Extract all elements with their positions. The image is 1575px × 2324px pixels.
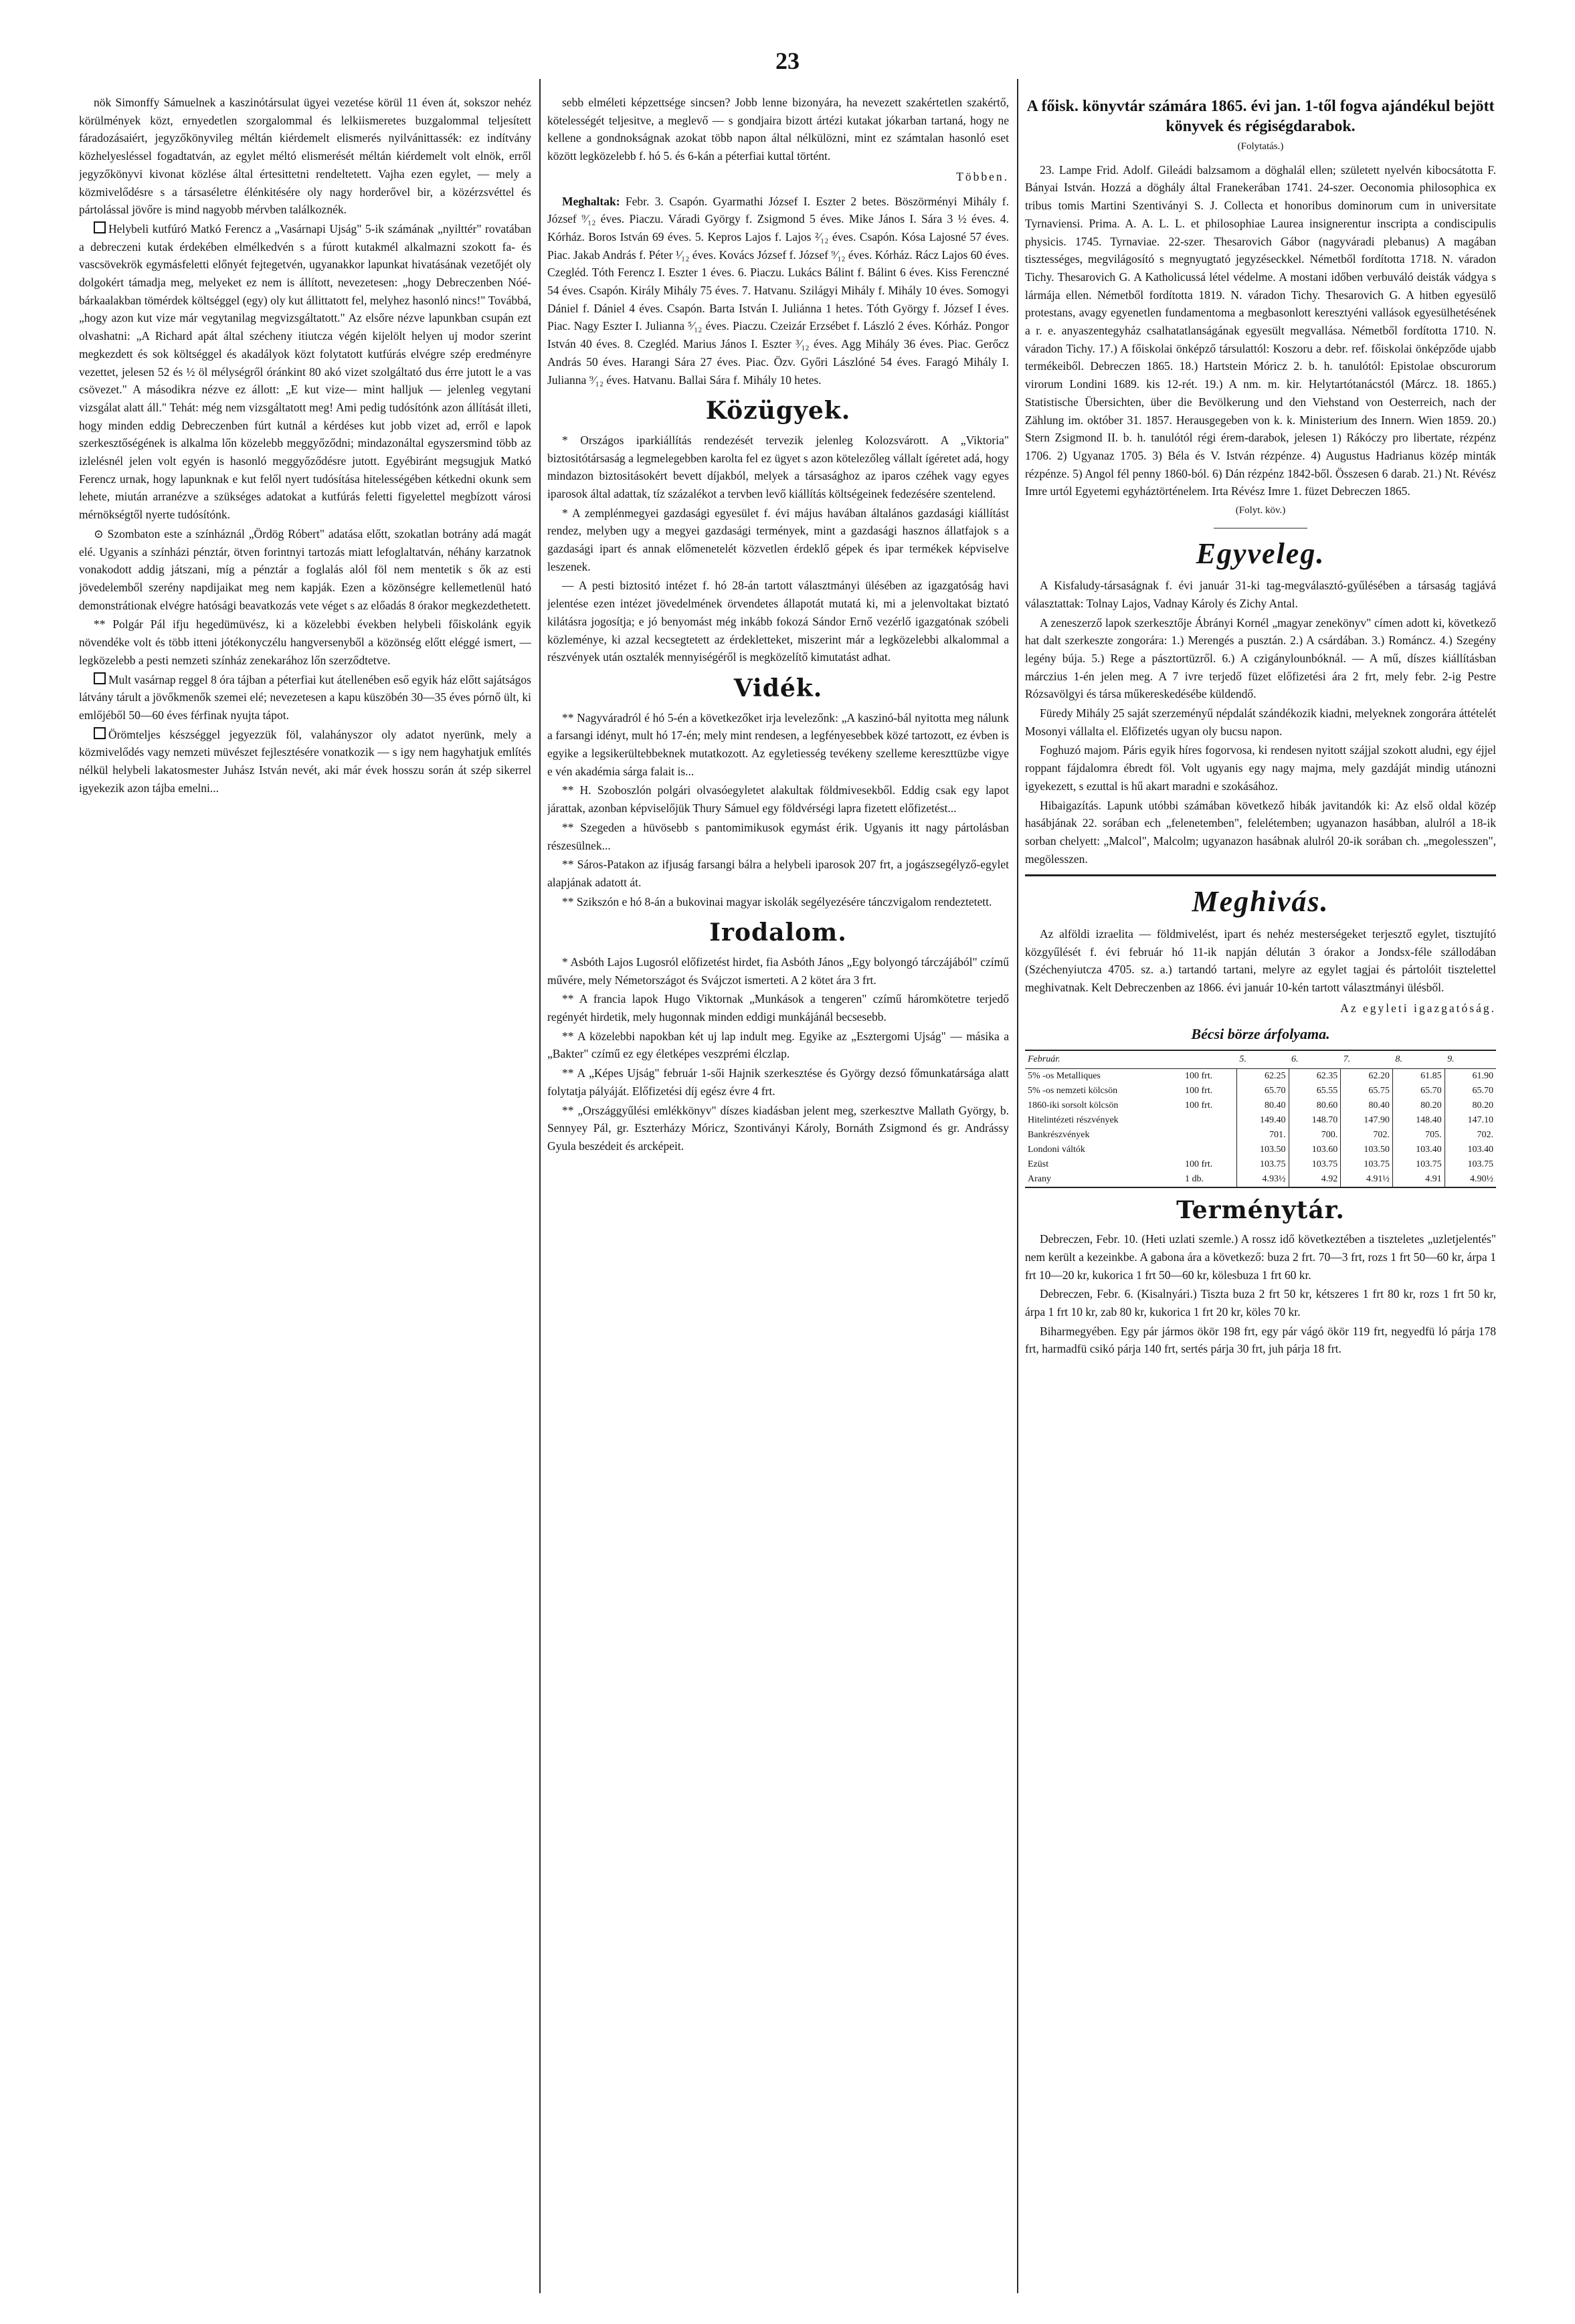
section-title-meghivas: Meghivás. [1192,885,1329,918]
column-right [1025,94,1496,2288]
section-title-termenytar: Terménytár. [1176,1195,1345,1224]
row-unit: 100 frt. [1185,1100,1213,1110]
article-paragraph: ** Nagyváradról é hó 5-én a következőket irja levelezőnk: „A kaszinó-bál nyitotta meg nálunk a farsangi idényt, mult hó 17-én; mely mint rendesen, a legfényesebbek közé tartozott, ez évben is egyike a legsikerültebbeknek mutatkozott. Az egyletiesség tevékeny szelleme kereszttüzbe vigye e vén akadémia sárga falait is... [547,710,1009,778]
article-paragraph: ** A francia lapok Hugo Viktornak „Munkások a tengeren" czímű háromkötetre terjedő regényét hirdetik, mely hugonnak minden eddigi munkájánál becsesebb. [547,992,1009,1024]
row-unit: 100 frt. [1185,1159,1213,1169]
price-cell: 4.91½ [1341,1172,1393,1187]
price-cell: 103.75 [1341,1157,1393,1172]
table-row [1025,1084,1496,1098]
deaths-label: Meghaltak: [562,194,620,208]
article-paragraph: ** A közelebbi napokban két uj lap indult meg. Egyike az „Esztergomi Ujság" — másika a „Bakter" czímű ez egy életképes veszprémi élczlap. [547,1029,1009,1061]
row-unit [1182,1113,1236,1128]
price-cell: 80.40 [1236,1098,1289,1113]
price-cell: 103.50 [1236,1143,1289,1157]
table-row [1025,1143,1496,1157]
bourse-table [1025,1050,1496,1188]
page-number: 23 [775,47,800,74]
price-cell: 103.40 [1392,1143,1445,1157]
price-cell: 103.75 [1445,1157,1496,1172]
price-cell: 147.90 [1341,1113,1393,1128]
price-cell: 149.40 [1236,1113,1289,1128]
price-cell: 103.40 [1445,1143,1496,1157]
price-cell: 62.25 [1236,1068,1289,1084]
table-header: 9. [1445,1050,1496,1069]
row-unit: 100 frt. [1185,1070,1213,1081]
article-paragraph: A zeneszerző lapok szerkesztője Ábrányi Kornél „magyar zenekönyv" címen adott ki, következő hat dalt szerkeszte zongorára: 1.) Merengés a pusztán. 2.) A csárdában. 3.) Románcz. 4.) Szegény legény búja. 5.) Rege a pásztortüzről. 6.) A czigánylounbóknál. — A mű, díszes kiállításban márczius 1-én jelen meg. A 7 ivre terjedő füzet előfizetési ára 2 frt, mely febr. 2-ig Pestre Rózsavölgyi és társa műkereskedésébe küldendő. [1025,615,1496,701]
continued-note: (Folyt. köv.) [1235,505,1286,516]
article-paragraph: A Kisfaludy-társaságnak f. évi január 31-ki tag-megválasztó-gyűlésében a társaság tagjává választattak: Tolnay Lajos, Vadnay Károly és Zichy Antal. [1025,579,1496,610]
row-label: Arany [1025,1172,1182,1187]
article-paragraph: ⊙ Szombaton este a színháznál „Ördög Róbert" adatása előtt, szokatlan botrány adá magát elé. Ugyanis a színházi pénztár, ötven forintnyi tartozás miatt lefoglaltatván, néhány karzatnok vonakodott addig játszani, míg a pénztár a foglalás alól föl nem mentetik s ők az esti jövedelemből szerény napdijaikat meg nem kapják. Ezen a közönségre kellemetlenül ható demonstrátionak elvégre hatósági beavatkozás vete véget s az előadás 8 órakor megkezdethetett. [79,526,531,612]
article-paragraph: Helybeli kutfúró Matkó Ferencz a „Vasárnapi Ujság" 5-ik számának „nyilttér" rovatában a debreczeni kutak érdekében elmélkedvén s a fúrott kutakmél alkalmazni szokott fa- és vascsövekrök egymásfeletti előnyét fejtegetvén, ugyanakkor lapunkat hivatásának vezetőjét oly dolgokért támadja meg, melyeket ez nem is állított, nevezetesen: „hogy Debreczenben Nóé-bárkaalakban tömérdek költséggel (egy) oly kut állittatott fel, melyhez hasonló nincs!" Továbbá, „hogy azon kut vize már vegytanilag megvizsgáltatott." Az elsőre nézve lapunkban csupán ezt olvashatni: „A Richard apát által szécheny itiutcza végén kijelölt helyen uj modor szerint megkezdett és sok költséggel és akadályok közt folytatott kutfúrás elvégre szép eredményre vezettet, jelesen 52 és ½ öl mélységről óránkint 80 akó vizet szolgáltató dus érre jutott le a vas csövezet." A másodikra nézve ez állott: „E kut vize— mint halljuk — jelenleg vegytani vizsgálat alatt áll." Tehát: még nem vizsgáltatott meg! Ami pedig tudósítónk azon állítását illeti, hogy minden eddig Debreczenben fúrt kutnál a kérdéses kut jobb vizet ad, erről e lapok szerkesztőségének is alkalma lőn közelebb meggyőződni; mindazonáltal egyszersmind több az izlelésnél jelen volt egyén is hasonló meggyőződésre jutott. Egyébiránt megsugjuk Matkó Ferencz urnak, hogy lapunknak e kut felől nyert tudósítása hitelességében kétkedni okunk sem lehete, miután arranézve a szükséges adatokat a kutfúrás feletti figyelettel megbízott városi mérnökségtől nyerte tudósítónk. [79,221,531,522]
deaths-paragraph: Meghaltak: Febr. 3. Csapón. Gyarmathi József I. Eszter 2 betes. Böszörményi Mihály f. József ⁹⁄₁₂ éves. Piaczu. Váradi György f. Zsigmond 5 éves. Mike János I. Sára 3 ½ éves. 4. Kórház. Boros István 69 éves. 5. Kepros Lajos f. Lajos ²⁄₁₂ éves. Csapón. Kósa Lajosné 57 éves. Piac. Jakab András f. Péter ¹⁄₁₂ éves. Kovács József f. József ⁹⁄₁₂ éves. Kórház. Rácz Lajos 60 éves. Czegléd. Tóth Ferencz I. Eszter 1 éves. 6. Piaczu. Lukács Bálint f. Bálint 6 éves. Kiss Ferenczné 54 éves. Csapón. Király Mihály 75 éves. 7. Hatvanu. Szilágyi Mihály f. Mihály 10 éves. Somogyi Dániel f. Dániel 4 éves. Csapón. Barta István I. Juliánna 1 hetes. Tóth György f. József I éves. Piac. Nagy Eszter I. Julianna ⁵⁄₁₂ éves. Piaczu. Czeizár Erzsébet f. László 2 éves. Kórház. Pongor István 40 éves. 8. Czegléd. Marius János I. Eszter ³⁄₁₂ éves. Agg Mihály 36 éves. Piac. Gerőcz András 50 éves. Harangi Sára 27 éves. Piac. Özv. Győri Lászlóné 54 éves. Faragó Mihály I. Julianna ⁹⁄₁₂ éves. Hatvanu. Ballai Sára f. Mihály 10 hetes. [547,194,1009,387]
price-cell: 702. [1445,1128,1496,1143]
row-label: Bankrészvények [1028,1129,1090,1140]
table-row [1025,1128,1496,1143]
table-row [1025,1157,1496,1172]
article-paragraph: Füredy Mihály 25 saját szerzeményű népdalát szándékozik kiadni, melyeknek zongorára áttételét Mosonyi vállalta el. Előfizetés ugyan oly bucsu napon. [1025,706,1496,738]
row-label: Ezüst [1028,1159,1049,1169]
price-cell: 701. [1236,1128,1289,1143]
table-row [1025,1113,1496,1128]
article-paragraph: nök Simonffy Sámuelnek a kaszinótársulat ügyei vezetése körül 11 éven át, sokszor nehéz körülmények közt, ernyedetlen szorgalommal és lelkiismeretes buzgalommal teljesített fáradozásaiért, jegyzőkönyvileg méltán kiérdemelt elismerés nyilvánittassék: ez indítvány közhelyesléssel fogadtatván, az egylet méltó elismerését méltán kiérdemelt volt elnök, erről jegyzőkönyvi kivonat közlése által értesittetni rendeltetett. Vajha ezen egylet, — mely a közmivelődésre s a társaséletre élénkitésére oly nagy horderővel bir, a közérzsvéttel és pártolással jövőre is mind nagyobb mérvben találkoznék. [79,96,531,217]
row-unit: 100 frt. [1185,1085,1213,1096]
price-cell: 103.75 [1289,1157,1341,1172]
row-label: 5% -os nemzeti kölcsön [1028,1085,1118,1096]
library-title: A főisk. könyvtár számára 1865. évi jan. 1-től fogva ajándékul bejött könyvek és régiségdarabok. [1026,98,1495,135]
article-paragraph: ** „Országgyűlési emlékkönyv" díszes kiadásban jelent meg, szerkesztve Mallath György, b. Sennyey Pál, gr. Eszterházy Móricz, Szontiványi Károly, Bornáth Zsigmond és gr. Andrássy Gyula beszédeit és arcképeit. [547,1103,1009,1153]
price-cell: 4.91 [1392,1172,1445,1187]
price-cell: 103.60 [1289,1143,1341,1157]
article-paragraph: ** H. Szoboszlón polgári olvasóegyletet alakultak földmivesekből. Eddig csak egy lapot járattak, azonban képviselőjük Thury Sámuel egy földvérségi lapra fizetett előfizetést... [547,783,1009,815]
article-paragraph: ** Sáros-Patakon az ifjuság farsangi bálra a helybeli iparosok 207 frt, a jogászsegélyző-egylet alapjának adatott át. [547,858,1009,889]
section-title-irodalom: Irodalom. [709,918,847,947]
price-cell: 65.70 [1236,1084,1289,1098]
table-header: 8. [1392,1050,1445,1069]
article-paragraph: Biharmegyében. Egy pár jármos ökör 198 frt, egy pár vágó ökör 119 frt, negyedfü ló párja 178 frt, harmadfü csikó párja 140 frt, sertés párja 30 frt, juh párja 18 frt. [1025,1324,1496,1356]
column-left [79,94,531,2288]
price-cell: 61.85 [1392,1068,1445,1084]
row-label: Londoni váltók [1028,1144,1085,1155]
article-paragraph: Debreczen, Febr. 10. (Heti uzlati szemle.) A rossz idő következtében a tiszteletes „uzletjelentés" nem került a kezeinkbe. A gabona ára a következő: buza 2 frt. 70—3 frt, rozs 1 frt 50—60 kr, árpa 1 frt 10—20 kr, kukorica 1 frt 50—60 kr, kölesbuza 1 frt 60 kr. [1025,1232,1496,1282]
price-cell: 65.70 [1445,1084,1496,1098]
column-middle [547,94,1009,2288]
article-paragraph: Az alföldi izraelita — földmivelést, ipart és nehéz mesterségeket terjesztő egylet, tisztujító közgyűlését f. évi február hó 11-ik napján délután 3 órakor a Jondsx-féle szállodában (Széchenyiutcza 4705. sz. a.) tartandó tartani, melyre az egylet tagjai és pártolóit tisztelettel meghivatnak. Kelt Debreczenben az 1866. évi január 10-kén tartott választmányi ülésből. [1025,927,1496,994]
price-cell: 4.90½ [1445,1172,1496,1187]
article-paragraph: — A pesti biztositó intézet f. hó 28-án tartott választmányi ülésében az igazgatóság havi jelentése ezen intézet jövedelmének örvendetes állapotát mutatá ki, mi a jelenvoltakat biztató kilátásra jogosítja; e jó benyomást még inkább fokozá Sándor Ernő vezérlő igazgatónak szóbeli közleménye, ki azzal kecsegtetett az érdekletteket, miszerint már a legközelebbi alkalommal a részvények után osztalék mennyiségéről is megközelítő kimutatást adhat. [547,579,1009,664]
row-unit: 1 db. [1182,1172,1236,1187]
article-paragraph: Debreczen, Febr. 6. (Kisalnyári.) Tiszta buza 2 frt 50 kr, kétszeres 1 frt 80 kr, rozs 1 frt 50 kr, árpa 1 frt 10 kr, zab 80 kr, kukorica 1 frt 20 kr, köles 70 kr. [1025,1287,1496,1319]
price-cell: 103.75 [1392,1157,1445,1172]
table-header: 7. [1341,1050,1393,1069]
article-paragraph: Örömteljes készséggel jegyezzük föl, valahányszor oly adatot nyerünk, mely a közmivelődés vagy nemzeti müvészet fejlesztésére vonatkozik — s igy nem hagyhatjuk említés nélkül helybeli lakatosmester Juhász István nevét, aki már évek hosszu során át szép sikerrel igyekezik azon tájba emelni... [79,727,531,795]
price-cell: 65.75 [1341,1084,1393,1098]
price-cell: 103.75 [1236,1157,1289,1172]
section-title-egyveleg: Egyveleg. [1196,537,1325,570]
article-paragraph: ** Polgár Pál ifju hegedümüvész, ki a közelebbi években helybeli főiskolánk egyik növendéke volt és több itteni jótékonyczélu hangversenyből a közönség előtt eléggé ismert, — legközelebb a pesti nemzeti színház zenekarához lőn szerződtetve. [79,617,531,667]
price-cell: 80.20 [1392,1098,1445,1113]
row-label: Hitelintézeti részvények [1028,1115,1119,1125]
price-cell: 80.40 [1341,1098,1393,1113]
box-marker-icon [94,221,106,233]
signature: Az egyleti igazgatóság. [1340,1001,1496,1015]
section-title-videk: Vidék. [733,674,823,702]
article-paragraph: ** Szikszón e hó 8-án a bukovinai magyar iskolák segélyezésére tánczvigalom rendeztetett. [562,894,992,908]
price-cell: 61.90 [1445,1068,1496,1084]
price-cell: 65.70 [1392,1084,1445,1098]
circle-marker-icon: ⊙ [94,526,108,541]
price-cell: 705. [1392,1128,1445,1143]
row-label: 5% -os Metalliques [1028,1070,1101,1081]
library-subtitle: (Folytatás.) [1237,141,1284,152]
price-cell: 4.93½ [1236,1172,1289,1187]
price-cell: 700. [1289,1128,1341,1143]
price-cell: 148.40 [1392,1113,1445,1128]
section-title-kozugyek: Közügyek. [705,397,851,425]
price-cell: 62.20 [1341,1068,1393,1084]
article-paragraph: Foghuzó majom. Páris egyik híres fogorvosa, ki rendesen nyitott szájjal szokott aludni, egy éjjel roppant fájdalomra ébredt föl. Volt ugyanis egy nagy majma, mely gazdáját mindig utánozni igyekezett, s ezuttal is hű akart maradni e szokásához. [1025,743,1496,793]
article-paragraph: sebb elméleti képzettsége sincsen? Jobb lenne bizonyára, ha nevezett szakértetlen szakértő, kötelességét teljesitve, a meglevő — s gondjaira bizott ártézi kutakat jókarban tartaná, hogy ne kellene a gondnokságnak azokat több napon által nélkülözni, mint ez számtalan hasonló eset között legközelebb f. hó 5. és 6-kán a péterfiai kuttal történt. [547,96,1009,163]
box-marker-icon [94,672,106,684]
table-header: 6. [1289,1050,1341,1069]
column-rule-1 [539,79,541,2293]
table-header: 5. [1236,1050,1289,1069]
price-cell: 80.20 [1445,1098,1496,1113]
divider [1025,874,1496,876]
table-header: Február. [1025,1050,1236,1069]
price-cell: 65.55 [1289,1084,1341,1098]
article-paragraph: 23. Lampe Frid. Adolf. Gileádi balzsamom a döghalál ellen; született nyelvén kibocsátotta F. Bányai István. Hozzá a döghály által Franekerában 1741. 24-szer. Oeconomia philosophica ex tribus tomis Martini Szentiványi S. J. Collecta et honoribus dominorum cum in universitate Tyrnaviensi. Prima. A. A. L. L. et philosophiae Laurea insignerentur inscripta a condiscipulis physicis. 1745. Tyrnaviae. 22-szer. Thesarovich Gábor (nagyváradi plebanus) A magában tisztességes, megvilágosító s megnyugtató jegyzéseckkel. Németből fordította 1718. N. váradon Tichy. Thesarovich G. A Katholicussá létel védelme. A mostani időben verbuváló deisták vádgya s lármája ellen. Németből fordította 1819. N. váradon Tichy. Thesarovich G. A hitben egyesülő protestans, avagy egyenetlen fundamentoma a megbasonlott keresztyéni vallások egyesülhetésének a r. e. anyaszentegyház csalhatatlanságának egyesült megvallása. Németből fordította 1710. N. váradon Tichy. 17.) A főiskolai önképző társulattól: Koszoru a debr. ref. főiskolai önképződe ujabb termékeiből. Debreczen 1865. 18.) Hartstein Móricz 2. b. h. tanulótól: Epistolae obscurorum virorum Londini 1689. kis 12-rét. 19.) A nm. m. kir. Helytartótanácstól (Márcz. 18. 1865.) Statistische Übersichten, über die Bevölkerung und den Viehstand von Oesterreich, nach der Zählung im. október 31. 1857. Herausgegeben von k. k. Ministerium des Innern. Wien 1859. 20.) Stern Zsigmond II. b. h. tanulótól régi érem-darabok, jelesen 1) Rákóczy pro libertate, rézpénz 1706. 2) Ugyanaz 1705. 3) Béla és V. István rézpénze. 4) Augustus Hadrianus közép minták rézpénze. 5) Angol fél penny 1860-ból. 6) Dán rézpénz 1842-ből. Összesen 6 darab. 21.) Nt. Révész Imre urtól Egyetemi egyháztörténelem. Irta Révész Imre 1. füzet Debreczen 1865. [1025,163,1496,498]
table-row [1025,1098,1496,1113]
table-row [1025,1172,1496,1187]
table-row [1025,1068,1496,1084]
row-unit [1182,1128,1236,1143]
article-paragraph: Hibaigazítás. Lapunk utóbbi számában következő hibák javitandók ki: Az első oldal közép hasábjának 22. sorában ech „felenetemben", felelétemben; ugyanazon hasábban, alulról a 18-ik sorban chelyett: „Malcol", Malcolm; ugyanazon hasábnak alulról 20-ik sorában ch. „megolesszen", megölesszen. [1025,798,1496,866]
price-cell: 103.50 [1341,1143,1393,1157]
price-cell: 148.70 [1289,1113,1341,1128]
article-paragraph: * Asbóth Lajos Lugosról előfizetést hirdet, fia Asbóth János „Egy bolyongó tárczájából" czímű művére, mely Németországot és Svájczot ismerteti. A 2 kötet ára 3 frt. [547,955,1009,987]
price-cell: 80.60 [1289,1098,1341,1113]
price-cell: 4.92 [1289,1172,1341,1187]
price-cell: 147.10 [1445,1113,1496,1128]
bourse-title: Bécsi börze árfolyama. [1191,1026,1330,1043]
signature: Többen. [956,169,1009,183]
row-label: 1860-iki sorsolt kölcsön [1028,1100,1119,1110]
article-paragraph: ** A „Képes Ujság" február 1-sői Hajnik szerkesztése és György dezsó főmunkatársága alatt folytatja pályáját. Előfizetési díj egész évre 4 frt. [547,1066,1009,1098]
price-cell: 62.35 [1289,1068,1341,1084]
box-marker-icon [94,727,106,739]
column-rule-2 [1017,79,1018,2293]
row-unit [1182,1143,1236,1157]
article-paragraph: ** Szegeden a hüvösebb s pantomimikusok egymást érik. Ugyanis itt nagy pártolásban részesülnek... [547,820,1009,852]
article-paragraph: * Országos iparkiállítás rendezését tervezik jelenleg Kolozsvárott. A „Viktoria" biztositótársaság a legmelegebben karolta fel ez ügyet s azon kötelezőleg vállalt ígéretet adá, hogy mindazon biztositásokért bevett díjakból, melyek a társasághoz az iparos czéhek vagy egyes iparosok által adattak, tíz százalékot a tervben levő kiállítás költségeinek fedezésére szentelend. [547,433,1009,500]
article-paragraph: * A zemplénmegyei gazdasági egyesület f. évi május havában általános gazdasági kiállítást rendez, melyben ugy a megyei gazdasági termények, mint a gazdasági hasznos állatfajok s a gazdasági ipart és annak előmenetelét közvetlen érdeklő gépek és ipar termékek képviselve leszenek. [547,506,1009,573]
article-paragraph: Mult vasárnap reggel 8 óra tájban a péterfiai kut átellenében eső egyik ház előtt sajátságos látvány tárult a jövőkmenők szemei elé; nevezetesen a kapu küszöbén 30—35 éves pórnő ült, ki emlőjéből 50—60 éves férfinak nyujta tápot. [79,672,531,722]
price-cell: 702. [1341,1128,1393,1143]
table-header-row [1025,1050,1496,1069]
